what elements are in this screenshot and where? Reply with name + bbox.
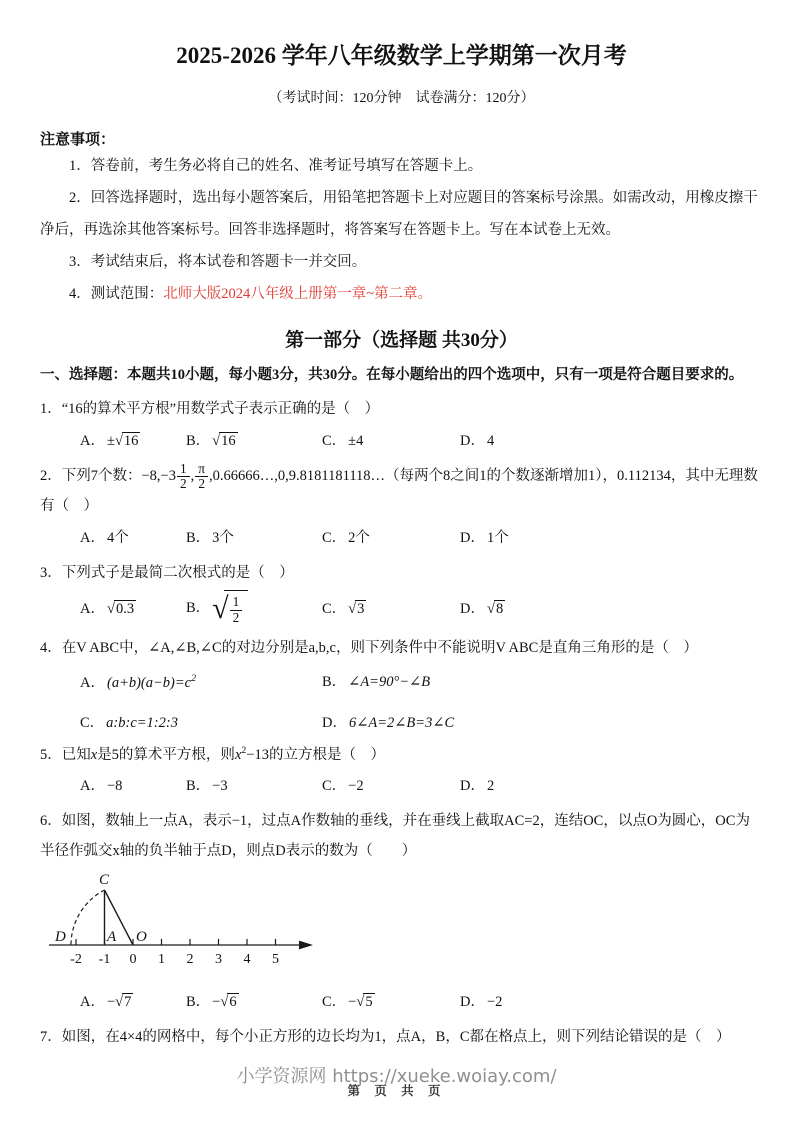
option-5d xyxy=(460,772,763,801)
option-2d xyxy=(460,524,763,553)
option-5d-label: D． xyxy=(460,778,485,795)
q5-variable-x2: x xyxy=(234,746,242,763)
option-2d-value: 1个 xyxy=(486,529,509,546)
q2-number-list: ,0.66666…,0,9.8181181118… xyxy=(209,468,386,485)
option-6d xyxy=(460,988,763,1017)
option-4a-value: (a+b)(a−b)=c xyxy=(106,675,192,692)
option-5c xyxy=(322,772,460,801)
q5-text-mid: 是5的算术平方根，则 xyxy=(97,746,235,763)
radicand: 8 xyxy=(495,600,504,617)
tick-label-3: 3 xyxy=(215,951,222,967)
option-3d-radical xyxy=(487,600,505,617)
exam-info-line: （考试时间：120分钟 试卷满分：120分） xyxy=(268,90,535,106)
tick-label-2: 2 xyxy=(186,951,194,967)
option-6d-value: −2 xyxy=(486,993,503,1010)
tick-label-4: 4 xyxy=(243,951,251,967)
option-2d-label: D． xyxy=(460,529,485,546)
axis-arrow-icon xyxy=(299,940,313,949)
q5-text-end: −13的立方根是（ ） xyxy=(246,746,385,763)
option-4d-label: D． xyxy=(322,714,347,731)
option-2b-value: 3个 xyxy=(212,529,234,546)
numerator: π xyxy=(195,462,208,477)
q2-math: −8,−3 xyxy=(141,468,176,485)
q2-text: 2．下列7个数： xyxy=(40,468,142,485)
option-3c xyxy=(322,595,460,624)
option-3c-label: C． xyxy=(322,600,347,617)
radical-sign: √ xyxy=(212,592,227,626)
option-5a xyxy=(80,772,186,801)
tick-label-5: 5 xyxy=(272,951,279,967)
option-6b-radical xyxy=(220,993,238,1010)
radicand: 5 xyxy=(365,993,373,1010)
option-3b xyxy=(186,590,322,628)
radicand: 7 xyxy=(124,993,132,1010)
question-6-figure xyxy=(45,869,763,986)
question-6-options xyxy=(80,988,763,1017)
page-title: 2025-2026 学年八年级数学上学期第一次月考 xyxy=(176,43,627,68)
option-2c xyxy=(322,524,460,553)
option-4c-label: C． xyxy=(80,714,105,731)
notice-item-4-prefix: 4．测试范围： xyxy=(69,285,164,302)
point-label-c: C xyxy=(99,871,110,888)
fraction xyxy=(230,595,243,625)
notice-item-4 xyxy=(40,279,763,311)
option-5b-label: B． xyxy=(186,778,211,795)
option-6b-sign: − xyxy=(212,993,221,1010)
option-1a-radical xyxy=(115,432,140,449)
denominator: 2 xyxy=(179,476,187,492)
option-3a-radical xyxy=(107,600,136,617)
option-5b-value: −3 xyxy=(212,778,228,795)
option-1a xyxy=(80,427,186,456)
tick-marks xyxy=(76,939,276,945)
option-2a-value: 4个 xyxy=(106,529,129,546)
option-3a-label: A． xyxy=(80,600,105,617)
option-2c-label: C． xyxy=(322,529,347,546)
option-6c-sign: − xyxy=(348,993,357,1010)
option-1d-value: 4 xyxy=(486,432,495,449)
option-5b xyxy=(186,772,322,801)
question-3-stem: 3．下列式子是最简二次根式的是（ ） xyxy=(40,564,294,581)
option-5a-value: −8 xyxy=(106,778,123,795)
question-2-options xyxy=(80,524,763,553)
question-4-options xyxy=(80,671,763,734)
option-1c xyxy=(322,427,460,456)
option-4b-value: ∠A=90°−∠B xyxy=(348,674,431,691)
option-6b xyxy=(186,988,322,1017)
radicand: 16 xyxy=(221,432,236,449)
question-1-stem: 1．“16的算术平方根”用数学式子表示正确的是（ ） xyxy=(40,401,380,418)
denominator: 2 xyxy=(198,476,205,492)
arc-c-to-d xyxy=(71,890,105,945)
option-6a-label: A． xyxy=(80,993,105,1010)
option-2b-label: B． xyxy=(186,529,211,546)
point-label-d: D xyxy=(55,928,66,945)
tick-label-0: 0 xyxy=(129,951,137,967)
point-label-o: O xyxy=(136,928,147,945)
q5-text: 5．已知 xyxy=(40,746,91,763)
option-5d-value: 2 xyxy=(486,778,495,795)
tick-label-neg1: -1 xyxy=(98,951,111,967)
option-6c-radical xyxy=(356,993,374,1010)
option-3a xyxy=(80,595,186,624)
option-2a-label: A． xyxy=(80,529,105,546)
question-2-stem xyxy=(40,462,763,522)
option-1d-label: D． xyxy=(460,432,485,449)
point-label-a: A xyxy=(107,928,117,945)
option-4b xyxy=(322,671,763,695)
tick-label-1: 1 xyxy=(158,951,165,967)
site-watermark: 小学资源网 https://xueke.woiay.com/ xyxy=(236,1066,557,1087)
page-number-label: 第 页 共 页 xyxy=(347,1083,446,1098)
question-7-stem: 7．如图，在4×4的网格中，每个小正方形的边长均为1，点A，B，C都在格点上，则下列结论错误的是（ ） xyxy=(40,1028,731,1045)
notice-item-4-scope: 北师大版2024八年级上册第一章~第二章。 xyxy=(163,285,433,302)
option-5a-label: A． xyxy=(80,778,105,795)
option-2b xyxy=(186,524,322,553)
option-4b-label: B． xyxy=(322,674,347,691)
radical-sign: √ xyxy=(348,600,356,617)
radicand: 3 xyxy=(357,600,365,617)
option-6a-sign: − xyxy=(106,993,116,1010)
q5-variable-x: x xyxy=(90,746,98,763)
notice-item-3: 3．考试结束后，将本试卷和答题卡一并交回。 xyxy=(69,253,367,270)
option-1a-sign: ± xyxy=(106,432,115,449)
notice-item-1: 1．答卷前，考生务必将自己的姓名、准考证号填写在答题卡上。 xyxy=(69,158,483,175)
option-6a xyxy=(80,988,186,1017)
option-5c-value: −2 xyxy=(348,778,364,795)
section-intro: 一、选择题：本题共10小题，每小题3分，共30分。在每小题给出的四个选项中，只有一项是符合题目要求的。 xyxy=(40,366,744,383)
radical-sign: √ xyxy=(115,993,123,1010)
option-1a-label: A． xyxy=(80,432,105,449)
option-4a xyxy=(80,671,322,695)
q2-fraction-2 xyxy=(195,462,208,492)
denominator: 2 xyxy=(232,609,240,625)
radical-sign: √ xyxy=(220,993,228,1010)
option-1b-label: B． xyxy=(186,432,211,449)
radical-sign: √ xyxy=(486,600,494,617)
option-4d xyxy=(322,712,763,735)
question-1-options xyxy=(80,427,763,456)
option-2a xyxy=(80,524,186,553)
question-5-options xyxy=(80,772,763,801)
option-1c-value: ±4 xyxy=(348,432,364,449)
radicand: 0.3 xyxy=(115,600,135,617)
tick-label-neg2: -2 xyxy=(70,951,82,967)
radicand: 6 xyxy=(229,993,237,1010)
radicand: 16 xyxy=(123,432,139,449)
question-4-stem: 4．在V ABC中，∠A,∠B,∠C的对边分别是a,b,c，则下列条件中不能说明V ABC是直角三角形的是（ ） xyxy=(40,639,698,656)
q5-exponent: 2 xyxy=(241,744,247,756)
option-4d-value: 6∠A=2∠B=3∠C xyxy=(348,714,455,731)
option-6c-label: C． xyxy=(322,993,347,1010)
option-2c-value: 2个 xyxy=(348,529,370,546)
option-3b-label: B． xyxy=(186,600,211,617)
option-3d-label: D． xyxy=(460,600,485,617)
radical-sign: √ xyxy=(106,600,114,617)
option-6c xyxy=(322,988,460,1017)
option-1c-label: C． xyxy=(322,432,347,449)
option-4a-exponent: 2 xyxy=(191,673,197,685)
option-4a-label: A． xyxy=(80,675,105,692)
question-5-stem xyxy=(40,741,763,771)
numerator: 1 xyxy=(230,595,243,610)
section-title: 第一部分（选择题 共30分） xyxy=(285,329,518,351)
radical-sign: √ xyxy=(212,432,220,449)
option-6d-label: D． xyxy=(460,993,485,1010)
option-5c-label: C． xyxy=(322,778,347,795)
option-6a-radical xyxy=(115,993,133,1010)
q2-text-end: （每两个8之间1的个数逐渐增加1），0.112134，其中无理数有（ ） xyxy=(40,468,758,514)
q2-fraction-1 xyxy=(177,462,190,492)
option-1b-radical xyxy=(212,432,237,449)
option-6b-label: B． xyxy=(186,993,211,1010)
option-1d xyxy=(460,427,763,456)
radical-sign: √ xyxy=(356,993,364,1010)
question-6-stem: 6．如图，数轴上一点A，表示−1，过点A作数轴的垂线，并在垂线上截取AC=2，连结OC，以点O为圆心，OC为半径作弧交x轴的负半轴于点D，则点D表示的数为（ ） xyxy=(40,813,750,860)
option-3d xyxy=(460,595,763,624)
notice-item-2: 2．回答选择题时，选出每小题答案后，用铅笔把答题卡上对应题目的答案标号涂黑。如需改动，用橡皮擦干净后，再选涂其他答案标号。回答非选择题时，将答案写在答题卡上。写在本试卷上无效。 xyxy=(40,190,758,239)
option-3b-radical xyxy=(212,590,248,628)
radical-sign: √ xyxy=(114,432,122,449)
question-3-options xyxy=(80,590,763,628)
notice-heading: 注意事项： xyxy=(40,131,116,148)
option-4c xyxy=(80,712,322,735)
q2-comma: , xyxy=(190,468,195,485)
option-1b xyxy=(186,427,322,456)
option-4c-value: a:b:c=1:2:3 xyxy=(106,714,178,731)
option-3c-radical xyxy=(348,600,366,617)
radicand xyxy=(224,590,249,625)
numerator: 1 xyxy=(177,462,190,477)
number-line-figure xyxy=(45,869,325,981)
